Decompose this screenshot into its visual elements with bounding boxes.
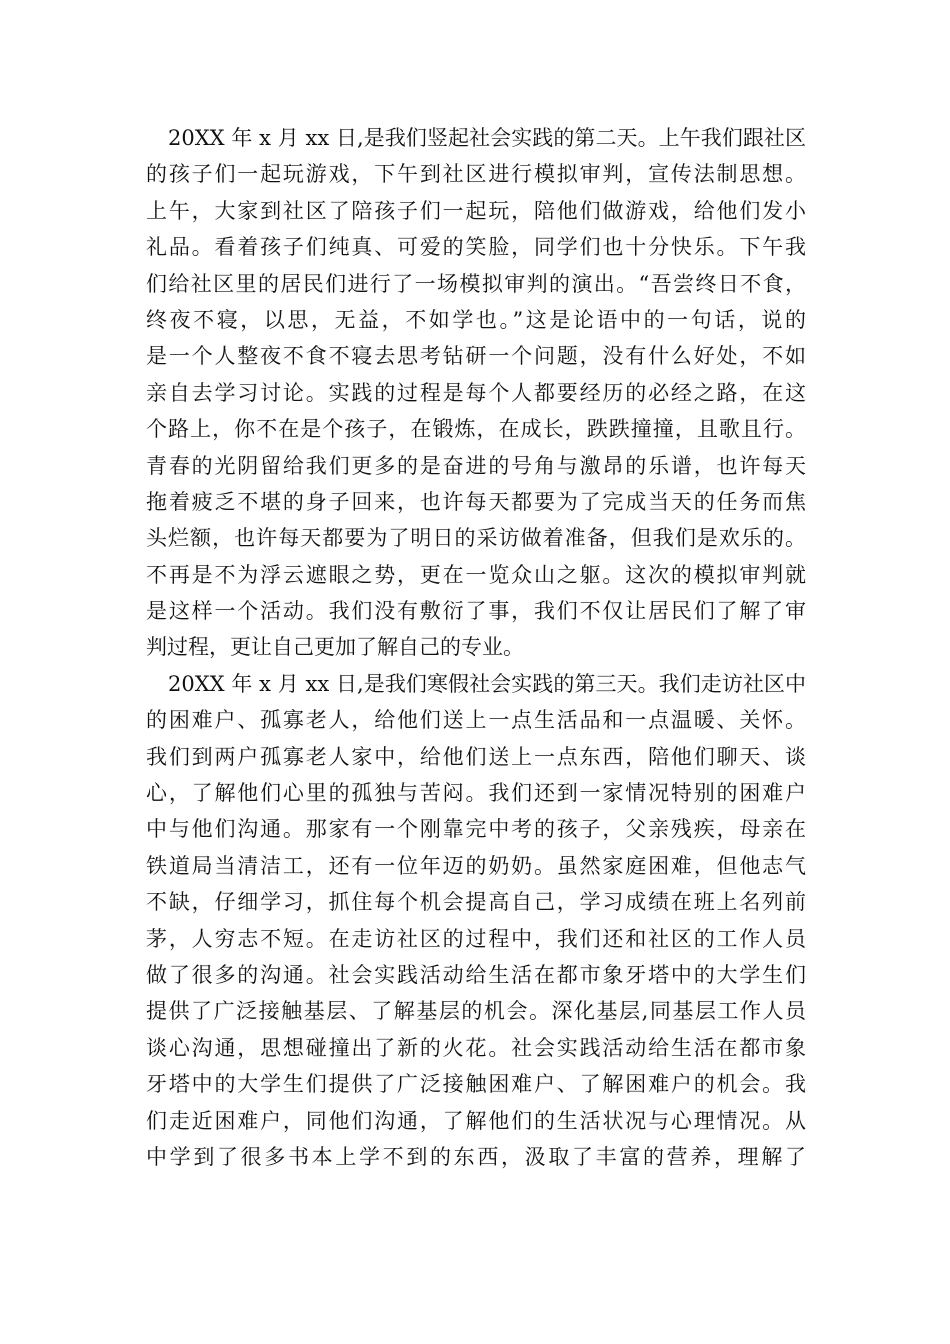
text-line: 中与他们沟通。那家有一个刚靠完中考的孩子，父亲残疾，母亲在 bbox=[146, 817, 806, 842]
text-line: 牙塔中的大学生们提供了广泛接触困难户、了解困难户的机会。我 bbox=[146, 1072, 806, 1097]
text-line: 20XX 年 x 月 xx 日,是我们竖起社会实践的第二天。上午我们跟社区 bbox=[168, 126, 806, 150]
text-line: 提供了广泛接触基层、了解基层的机会。深化基层,同基层工作人员 bbox=[146, 999, 806, 1024]
document-body bbox=[146, 120, 806, 1175]
text-line: 头烂额，也许每天都要为了明日的采访做着准备，但我们是欢乐的。 bbox=[146, 526, 806, 551]
text-line: 20XX 年 x 月 xx 日,是我们寒假社会实践的第三天。我们走访社区中 bbox=[168, 671, 806, 696]
text-line: 做了很多的沟通。社会实践活动给生活在都市象牙塔中的大学生们 bbox=[146, 962, 806, 987]
text-line: 拖着疲乏不堪的身子回来，也许每天都要为了完成当天的任务而焦 bbox=[146, 489, 806, 514]
text-line: 们给社区里的居民们进行了一场模拟审判的演出。“吾尝终日不食， bbox=[146, 271, 806, 296]
text-line: 中学到了很多书本上学不到的东西，汲取了丰富的营养，理解了 bbox=[146, 1144, 806, 1169]
text-line: 心，了解他们心里的孤独与苦闷。我们还到一家情况特别的困难户 bbox=[146, 781, 806, 806]
text-line: 我们到两户孤寡老人家中，给他们送上一点东西，陪他们聊天、谈 bbox=[146, 744, 806, 769]
text-line: 青春的光阴留给我们更多的是奋进的号角与激昂的乐谱，也许每天 bbox=[146, 453, 806, 478]
text-line: 的困难户、孤寡老人，给他们送上一点生活品和一点温暖、关怀。 bbox=[146, 708, 806, 733]
text-line: 铁道局当清洁工，还有一位年迈的奶奶。虽然家庭困难，但他志气 bbox=[146, 853, 806, 878]
text-line: 终夜不寝，以思，无益，不如学也。”这是论语中的一句话，说的 bbox=[146, 307, 806, 332]
text-line: 是一个人整夜不食不寝去思考钻研一个问题，没有什么好处，不如 bbox=[146, 344, 806, 369]
text-line: 谈心沟通，思想碰撞出了新的火花。社会实践活动给生活在都市象 bbox=[146, 1035, 806, 1060]
text-line: 茅，人穷志不短。在走访社区的过程中，我们还和社区的工作人员 bbox=[146, 926, 806, 951]
text-line: 判过程，更让自己更加了解自己的专业。 bbox=[146, 635, 524, 660]
text-line: 是这样一个活动。我们没有敷衍了事，我们不仅让居民们了解了审 bbox=[146, 599, 806, 624]
text-line: 不缺，仔细学习，抓住每个机会提高自己，学习成绩在班上名列前 bbox=[146, 890, 806, 915]
text-line: 们走近困难户，同他们沟通，了解他们的生活状况与心理情况。从 bbox=[146, 1108, 806, 1133]
paragraph-day-three bbox=[146, 666, 806, 1175]
text-line: 礼品。看着孩子们纯真、可爱的笑脸，同学们也十分快乐。下午我 bbox=[146, 235, 806, 260]
paragraph-day-two bbox=[146, 120, 806, 666]
text-line: 上午，大家到社区了陪孩子们一起玩，陪他们做游戏，给他们发小 bbox=[146, 198, 806, 223]
text-line: 亲自去学习讨论。实践的过程是每个人都要经历的必经之路，在这 bbox=[146, 380, 806, 405]
text-line: 的孩子们一起玩游戏，下午到社区进行模拟审判，宣传法制思想。 bbox=[146, 162, 806, 187]
text-line: 不再是不为浮云遮眼之势，更在一览众山之躯。这次的模拟审判就 bbox=[146, 562, 806, 587]
text-line: 个路上，你不在是个孩子，在锻炼，在成长，跌跌撞撞，且歌且行。 bbox=[146, 417, 806, 442]
